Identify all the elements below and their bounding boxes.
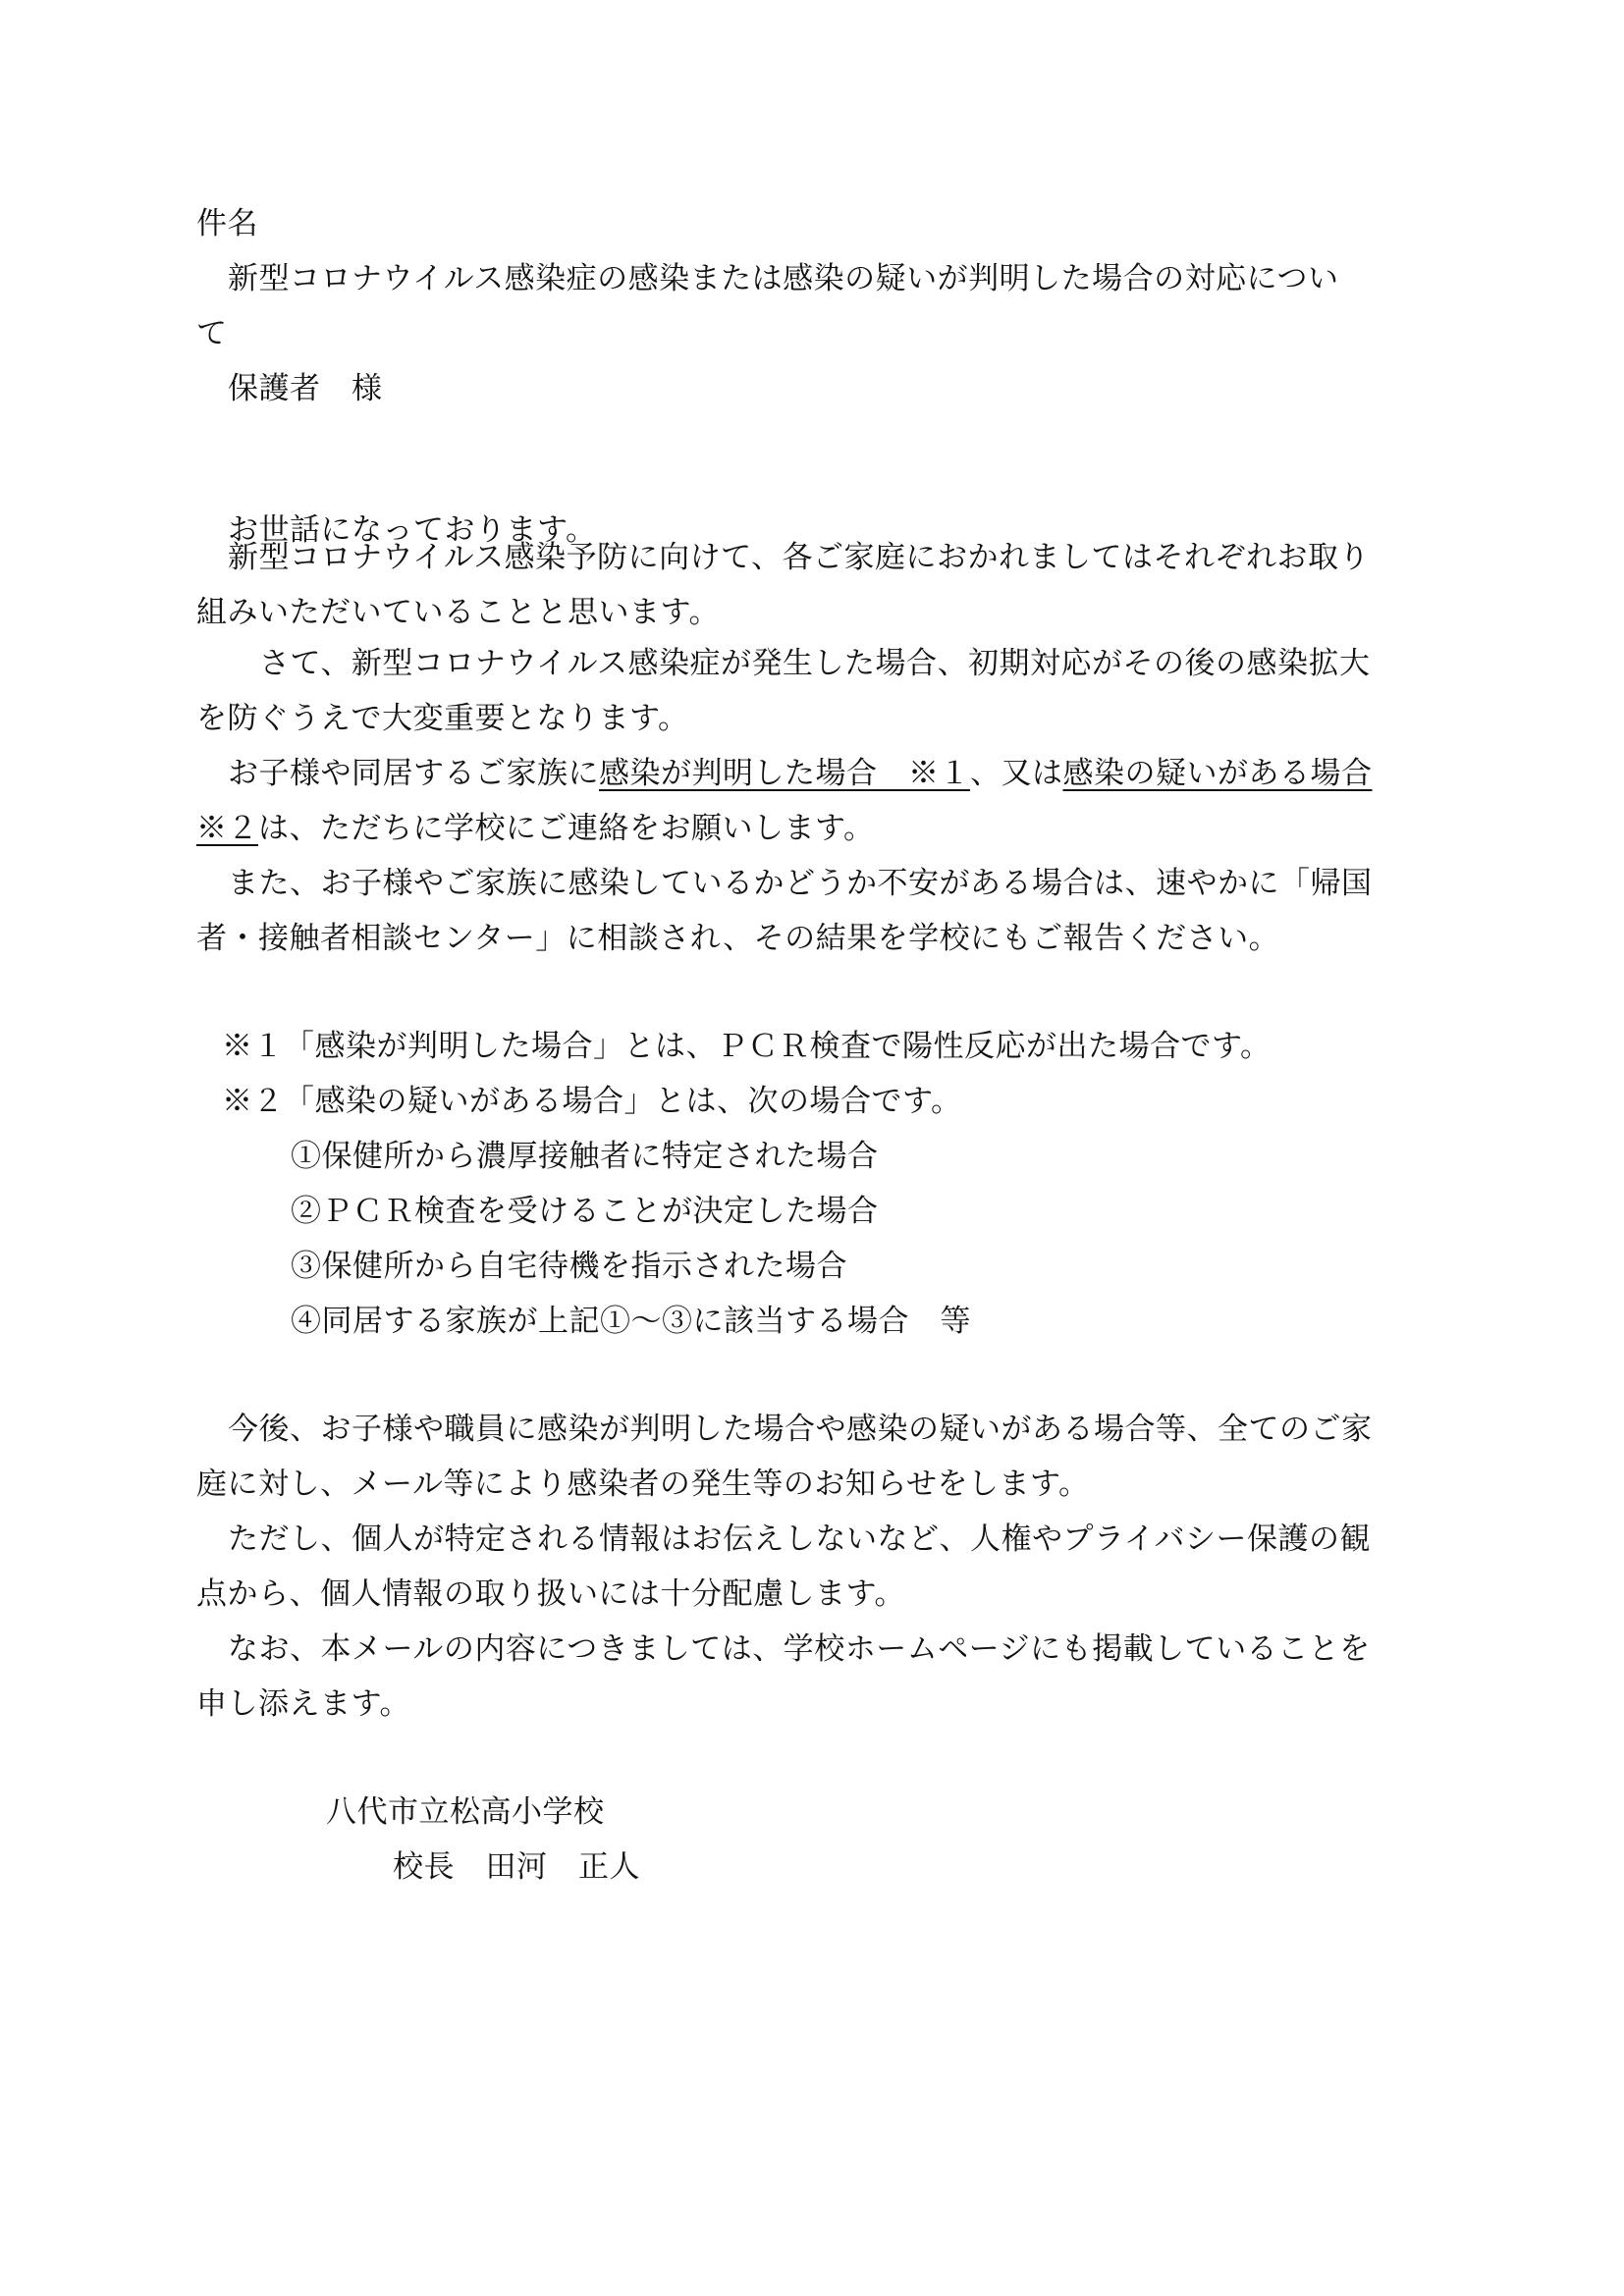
note-2-item-2: ②ＰＣＲ検査を受けることが決定した場合 bbox=[291, 1194, 879, 1229]
para7-line-2: 申し添えます。 bbox=[196, 1686, 411, 1722]
note-2: ※２「感染の疑いがある場合」とは、次の場合です。 bbox=[222, 1084, 962, 1119]
para3-tail: は、ただちに学校にご連絡をお願いします。 bbox=[258, 811, 875, 846]
para2-line-2: を防ぐうえで大変重要となります。 bbox=[196, 701, 689, 736]
para5-line-2: 庭に対し、メール等により感染者の発生等のお知らせをします。 bbox=[196, 1467, 1090, 1502]
greeting: お世話になっております。 bbox=[228, 512, 597, 548]
addressee: 保護者 様 bbox=[228, 371, 383, 406]
principal-name: 校長 田河 正人 bbox=[393, 1849, 640, 1885]
para4-line-2: 者・接触者相談センター」に相談され、その結果を学校にもご報告ください。 bbox=[196, 921, 1280, 956]
para2-line-1: さて、新型コロナウイルス感染症が発生した場合、初期対応がその後の感染拡大 bbox=[259, 646, 1371, 681]
para3-lead: お子様や同居するご家族に bbox=[228, 756, 599, 791]
para5-line-1: 今後、お子様や職員に感染が判明した場合や感染の疑いがある場合等、全てのご家 bbox=[228, 1412, 1373, 1447]
para3-line-1 bbox=[228, 754, 1373, 793]
note-2-item-1: ①保健所から濃厚接触者に特定された場合 bbox=[291, 1139, 879, 1174]
para1-line-1: 新型コロナウイルス感染予防に向けて、各ご家庭におかれましてはそれぞれお取り bbox=[228, 540, 1371, 575]
para6-line-2: 点から、個人情報の取り扱いには十分配慮します。 bbox=[196, 1576, 906, 1612]
para3-underline-note2: ※２ bbox=[196, 811, 258, 846]
para3-underline-detected: 感染が判明した場合 ※１ bbox=[599, 756, 970, 791]
note-2-item-4: ④同居する家族が上記①～③に該当する場合 等 bbox=[291, 1304, 971, 1339]
para1-line-2: 組みいただいていることと思います。 bbox=[196, 595, 721, 630]
subject-line-1: 新型コロナウイルス感染症の感染または感染の疑いが判明した場合の対応につい bbox=[228, 261, 1339, 296]
para3-mid: 、又は bbox=[970, 756, 1063, 791]
note-1: ※１「感染が判明した場合」とは、ＰＣＲ検査で陽性反応が出た場合です。 bbox=[222, 1029, 1272, 1064]
para3-underline-suspected: 感染の疑いがある場合 bbox=[1062, 756, 1373, 791]
para6-line-1: ただし、個人が特定される情報はお伝えしないなど、人権やプライバシー保護の観 bbox=[228, 1522, 1371, 1557]
subject-line-2: て bbox=[196, 316, 228, 351]
note-2-item-3: ③保健所から自宅待機を指示された場合 bbox=[291, 1249, 847, 1284]
para3-line-2 bbox=[196, 809, 875, 848]
school-name: 八代市立松高小学校 bbox=[326, 1794, 605, 1830]
subject-label: 件名 bbox=[196, 206, 258, 241]
para7-line-1: なお、本メールの内容につきましては、学校ホームページにも掲載していることを bbox=[228, 1631, 1371, 1667]
para4-line-1: また、お子様やご家族に感染しているかどうか不安がある場合は、速やかに「帰国 bbox=[228, 866, 1373, 901]
